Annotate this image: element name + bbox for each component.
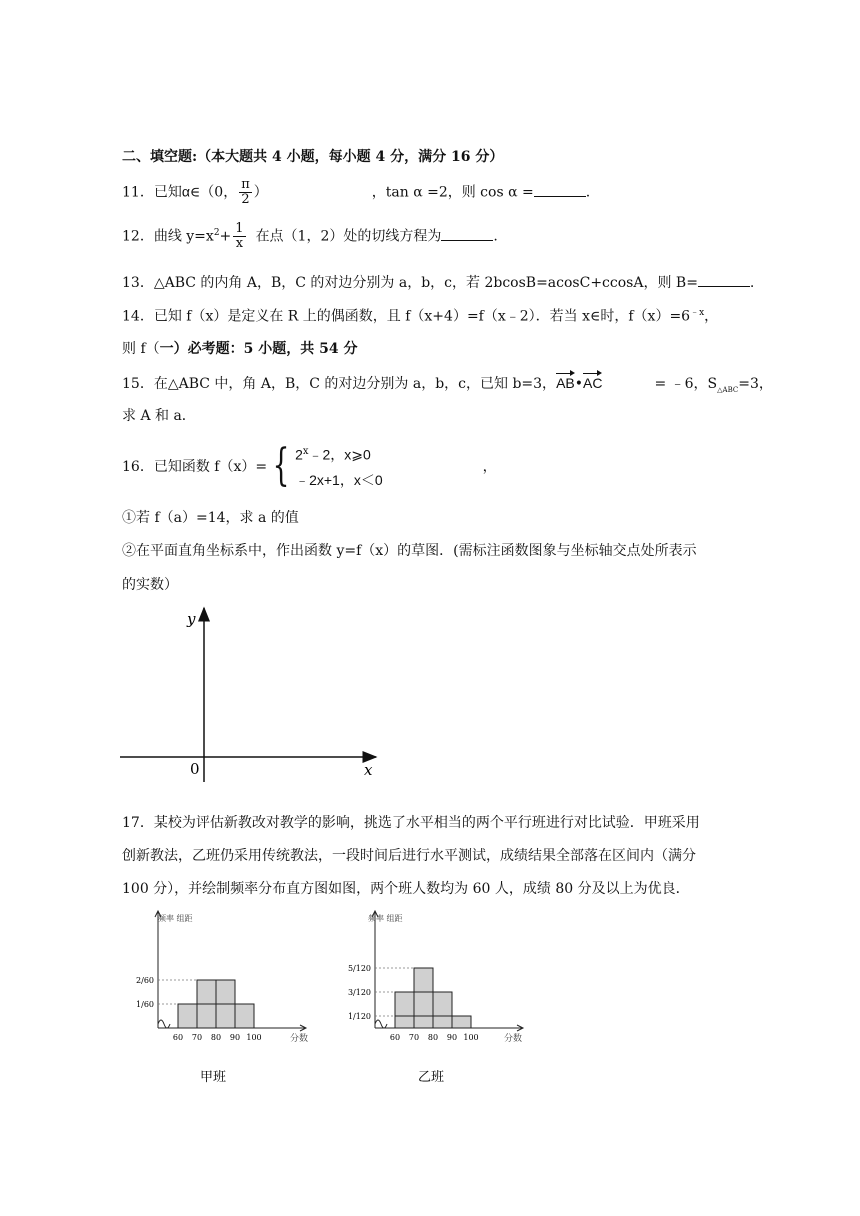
- y-axis-label: y: [187, 610, 196, 628]
- hist-a-bar: [235, 1004, 254, 1028]
- hist-a-bar: [178, 1004, 197, 1028]
- q12-sup: 2: [213, 227, 220, 238]
- q11-frac-den: 2: [241, 192, 250, 207]
- q16-case1: [295, 440, 383, 468]
- hist-a-xtick-label: 90: [229, 1033, 241, 1042]
- q11-frac-num: π: [241, 177, 250, 192]
- q16-sub2-line1: ②在平面直角坐标系中，作出函数 y=f（x）的草图．(需标注函数图象与坐标轴交点处所表示: [122, 543, 697, 559]
- q17-line2: 创新教法，乙班仍采用传统教法，一段时间后进行水平测试，成绩结果全部落在区间内（满分: [122, 848, 696, 864]
- question-14: [122, 305, 718, 326]
- question-16: [122, 440, 497, 492]
- hist-b-ytick-label: 1/120: [347, 1012, 371, 1021]
- q12-frac-num: 1: [235, 221, 244, 236]
- q16-piecewise: [295, 440, 383, 492]
- hist-a-xtick-label: 70: [191, 1033, 203, 1042]
- hist-b-bar: [433, 992, 452, 1028]
- hist-a-xtick-label: 80: [210, 1033, 222, 1042]
- question-13: [122, 272, 754, 292]
- q11-prefix: 11．已知: [122, 184, 182, 201]
- coordinate-axes: [118, 600, 388, 785]
- q14-end: ，: [704, 308, 719, 325]
- q16-end: ，: [482, 458, 497, 475]
- q16-prefix: 16．已知函数 f（x）=: [122, 458, 268, 475]
- q13-text: 13．△ABC 的内角 A，B，C 的对边分别为 a，b，c，若 2bcosB=acosC+ccosA，则 B=: [122, 275, 698, 291]
- q16-case1-base: 2: [295, 446, 303, 463]
- q12-fraction: [233, 222, 245, 251]
- q12-frac-den: x: [235, 236, 244, 251]
- q13-answer-blank[interactable]: [698, 274, 750, 287]
- q15-dot: •: [574, 376, 584, 392]
- hist-b-xtick-label: 90: [446, 1033, 458, 1042]
- q16-case2: ﹣2x+1，x＜0: [295, 471, 383, 488]
- q16-sub1: ①若 f（a）=14，求 a 的值: [122, 510, 299, 526]
- x-axis-label: x: [364, 761, 373, 779]
- hist-a-xtick-label: 60: [172, 1033, 184, 1042]
- q14-text: 14．已知 f（x）是定义在 R 上的偶函数，且 f（x+4）=f（x﹣2）．若当 x∈时，f（x）=6: [122, 308, 691, 325]
- histogram-class-b: [328, 903, 533, 1093]
- q11-answer-blank[interactable]: [534, 184, 586, 197]
- q12-prefix: 12．曲线 y=x: [122, 228, 214, 245]
- q17-line1: 17．某校为评估新教改对教学的影响，挑选了水平相当的两个平行班进行对比试验．甲班采用: [122, 815, 700, 831]
- hist-a-ytick-label: 2/60: [136, 976, 154, 985]
- hist-b-bar: [452, 1016, 471, 1028]
- hist-b-bar: [414, 968, 433, 1028]
- q16-case1-rest: ﹣2，x⩾0: [308, 446, 371, 463]
- hist-b-ytick-label: 3/120: [347, 988, 371, 997]
- section-heading: 二、填空题:（本大题共 4 小题，每小题 4 分，满分 16 分）: [122, 149, 504, 165]
- q11-mid: ，tan α =2，则 cos α =: [371, 184, 534, 201]
- q15-sub: △ABC: [717, 385, 739, 394]
- q11-fraction: [239, 178, 252, 207]
- q14b-bold: 一）必考题：5 小题，共 54 分: [159, 341, 358, 357]
- hist-b-ytick-label: 5/120: [347, 964, 371, 973]
- q15-end: =3，: [738, 376, 773, 392]
- origin-label: 0: [190, 760, 200, 778]
- q14b-text: 则 f（: [122, 341, 160, 357]
- hist-a-ylabel: 频率 组距: [158, 914, 193, 923]
- hist-b-xtick-label: 70: [408, 1033, 420, 1042]
- q16-brace: {: [272, 439, 290, 491]
- hist-a-axis-break: [158, 1020, 170, 1028]
- q16-case1-sup: x: [302, 446, 309, 457]
- histogram-class-a: [118, 903, 318, 1093]
- q15-vector-ab: AB: [556, 371, 575, 391]
- hist-b-ylabel: 频率 组距: [368, 914, 403, 923]
- q14-sup: ﹣x: [690, 308, 705, 318]
- hist-a-caption: 甲班: [200, 1070, 227, 1085]
- q12-plus: +: [219, 228, 232, 245]
- hist-a-ytick-label: 1/60: [136, 1000, 154, 1009]
- q15-prefix: 15．在△ABC 中，角 A，B，C 的对边分别为 a，b，c，已知 b=3，: [122, 376, 557, 392]
- q11-interval-close: ）: [253, 184, 268, 201]
- hist-b-xtick-label: 100: [463, 1033, 479, 1042]
- q15-vector-ac: AC: [583, 371, 602, 391]
- hist-b-bar: [395, 992, 414, 1028]
- q17-line3: 100 分），并绘制频率分布直方图如图，两个班人数均为 60 人，成绩 80 分及以上为优良．: [122, 881, 690, 897]
- q11-interval-open: ∈（0，: [189, 184, 238, 201]
- q11-alpha: α: [181, 183, 190, 200]
- q13-end: .: [749, 275, 755, 291]
- q11-end: .: [585, 184, 591, 201]
- question-12: [122, 222, 498, 251]
- hist-b-caption: 乙班: [418, 1070, 445, 1085]
- hist-b-xtick-label: 80: [427, 1033, 439, 1042]
- hist-a-xtick-label: 100: [246, 1033, 262, 1042]
- question-15: [122, 371, 773, 394]
- q15-mid: = ﹣6，S: [654, 376, 718, 392]
- hist-a-xlabel: 分数: [290, 1034, 309, 1044]
- hist-b-xlabel: 分数: [504, 1034, 523, 1044]
- hist-b-xtick-label: 60: [389, 1033, 401, 1042]
- q15-line2: 求 A 和 a．: [122, 408, 196, 424]
- q12-end: .: [493, 228, 498, 245]
- question-11: [122, 178, 590, 207]
- question-14b: [122, 338, 358, 358]
- q16-sub2-line2: 的实数）: [122, 577, 178, 593]
- q12-answer-blank[interactable]: [441, 228, 493, 241]
- hist-b-axis-break: [375, 1020, 387, 1028]
- q12-suffix: 在点（1，2）处的切线方程为: [255, 228, 442, 245]
